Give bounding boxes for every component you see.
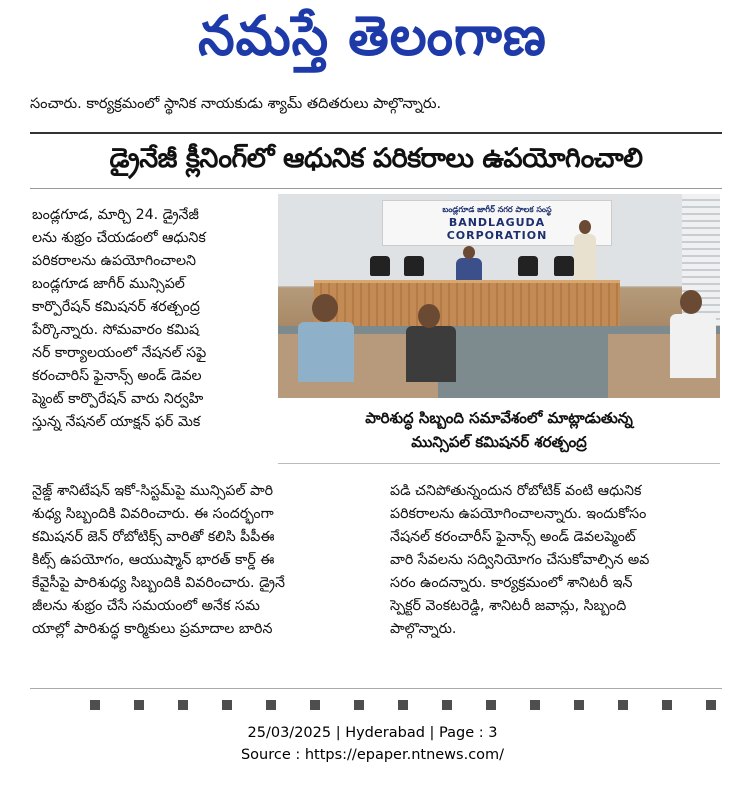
article-line: సరం ఉందన్నారు. కార్యక్రమంలో శానిటరీ ఇన్ (390, 575, 633, 591)
footer-source-line: Source : https://epaper.ntnews.com/ (240, 747, 505, 763)
article-line: ప్మెంట్ కార్పొరేషన్ వారు నిర్వహి (32, 391, 204, 407)
article-line: కార్పొరేషన్ కమిషనర్ శరత్చంద్ర (32, 299, 200, 315)
article-column-left-top (32, 204, 276, 434)
divider-headline (30, 188, 722, 189)
article-line: బండ్లగూడ జాగీర్ మున్సిపల్ (32, 276, 185, 292)
photo-person (298, 322, 354, 382)
article-line: పాల్గొన్నారు. (390, 621, 457, 637)
next-article-cut-text (90, 700, 720, 710)
photo-person (456, 258, 482, 280)
article-line: పడి చనిపోతున్నందున రోబోటిక్ వంటి ఆధునిక (390, 483, 642, 499)
article-line: పేర్కొన్నారు. సోమవారం కమిష (32, 322, 200, 338)
photo-person-head (579, 220, 591, 234)
photo-person (670, 314, 716, 378)
article-line: యాల్లో పారిశుద్ధ కార్మికులు ప్రమాదాల బారిన (32, 621, 273, 637)
photo-person (574, 234, 596, 284)
photo-banner-line: BANDLAGUDA (448, 215, 546, 229)
masthead (0, 0, 745, 86)
photo-chair (554, 256, 574, 276)
article-line: పరికరాలను ఉపయోగించాలని (32, 253, 196, 269)
photo-banner-line: CORPORATION (446, 228, 548, 242)
article-line: కరంచారిస్ ఫైనాన్స్ అండ్ డెవల (32, 368, 202, 384)
photo-banner-line: బండ్లగూడ జాగీర్ నగర పాలక సంస్థ (442, 204, 552, 214)
caption-line: పారిశుద్ధ సిబ్బంది సమావేశంలో మాట్లాడుతున్న (365, 409, 633, 427)
photo-table (314, 280, 620, 326)
photo-chair (518, 256, 538, 276)
article-line: స్తున్న నేషనల్ యాక్షన్ ఫర్ మెక (32, 414, 201, 430)
article-photo (278, 194, 720, 398)
article-line: పరికరాలను ఉపయోగించాలన్నారు. ఇందుకోసం (390, 506, 647, 522)
photo-person (406, 326, 456, 382)
photo-chair (370, 256, 390, 276)
article-column-left-bottom (32, 480, 378, 641)
article-line: శుధ్య సిబ్బందికి వివరించారు. ఈ సందర్భంగా (32, 506, 274, 522)
article-line: కమిషనర్ జెన్ రోబోటిక్స్ వారితో కలిసి పీపీఈ (32, 529, 275, 545)
article-line: లను శుభ్రం చేయడంలో ఆధునిక (32, 230, 206, 246)
photo-person-head (463, 246, 475, 259)
masthead-title: నమస్తే తెలంగాణ (198, 4, 547, 69)
divider-bottom (30, 688, 722, 689)
divider-top (30, 132, 722, 134)
article-line: కేవైసీపై పారిశుధ్య సిబ్బందికి వివరించారు. డ్రైనే (32, 575, 285, 591)
article-line: నైజ్డ్ శానిటేషన్ ఇకో-సిస్టమ్‌పై మున్సిపల్ పారి (32, 483, 274, 499)
article-line: స్పెక్టర్ వెంకటరెడ్డి, శానిటరీ జవాన్లు, సిబ్బంది (390, 598, 627, 614)
photo-person-head (680, 290, 702, 314)
article-line: నర్ కార్యాలయంలో నేషనల్ సఫై (32, 345, 207, 361)
photo-person-head (418, 304, 440, 328)
article-line: నేషనల్ కరంచారీస్ ఫైనాన్స్ అండ్ డెవలప్మెంట్ (390, 529, 636, 545)
caption-line: మున్సిపల్ కమిషనర్ శరత్చంద్ర (411, 433, 587, 451)
article-line: జీలను శుభ్రం చేసే సమయంలో అనేక సమ (32, 598, 260, 614)
photo-caption (278, 400, 720, 464)
article-line: వారి సేవలను సద్వినియోగం చేసుకోవాల్సిన అవ (390, 552, 650, 568)
article-line: బండ్లగూడ, మార్చి 24. డ్రైనేజీ (32, 207, 199, 223)
previous-article-line: సంచారు. కార్యక్రమంలో స్థానిక నాయకుడు శ్యామ్ తదితరులు పాల్గొన్నారు. (30, 96, 442, 112)
article-column-right (390, 480, 722, 641)
photo-person-head (312, 294, 338, 322)
photo-chair (404, 256, 424, 276)
clipping-footer (0, 722, 745, 766)
footer-date-line: 25/03/2025 | Hyderabad | Page : 3 (247, 725, 498, 741)
article-line: కిట్స్ ఉపయోగం, ఆయుష్మాన్ భారత్ కార్డ్ ఈ (32, 552, 275, 568)
article-headline: డ్రైనేజీ క్లీనింగ్‌లో ఆధునిక పరికరాలు ఉపయోగించాలి (109, 143, 643, 174)
